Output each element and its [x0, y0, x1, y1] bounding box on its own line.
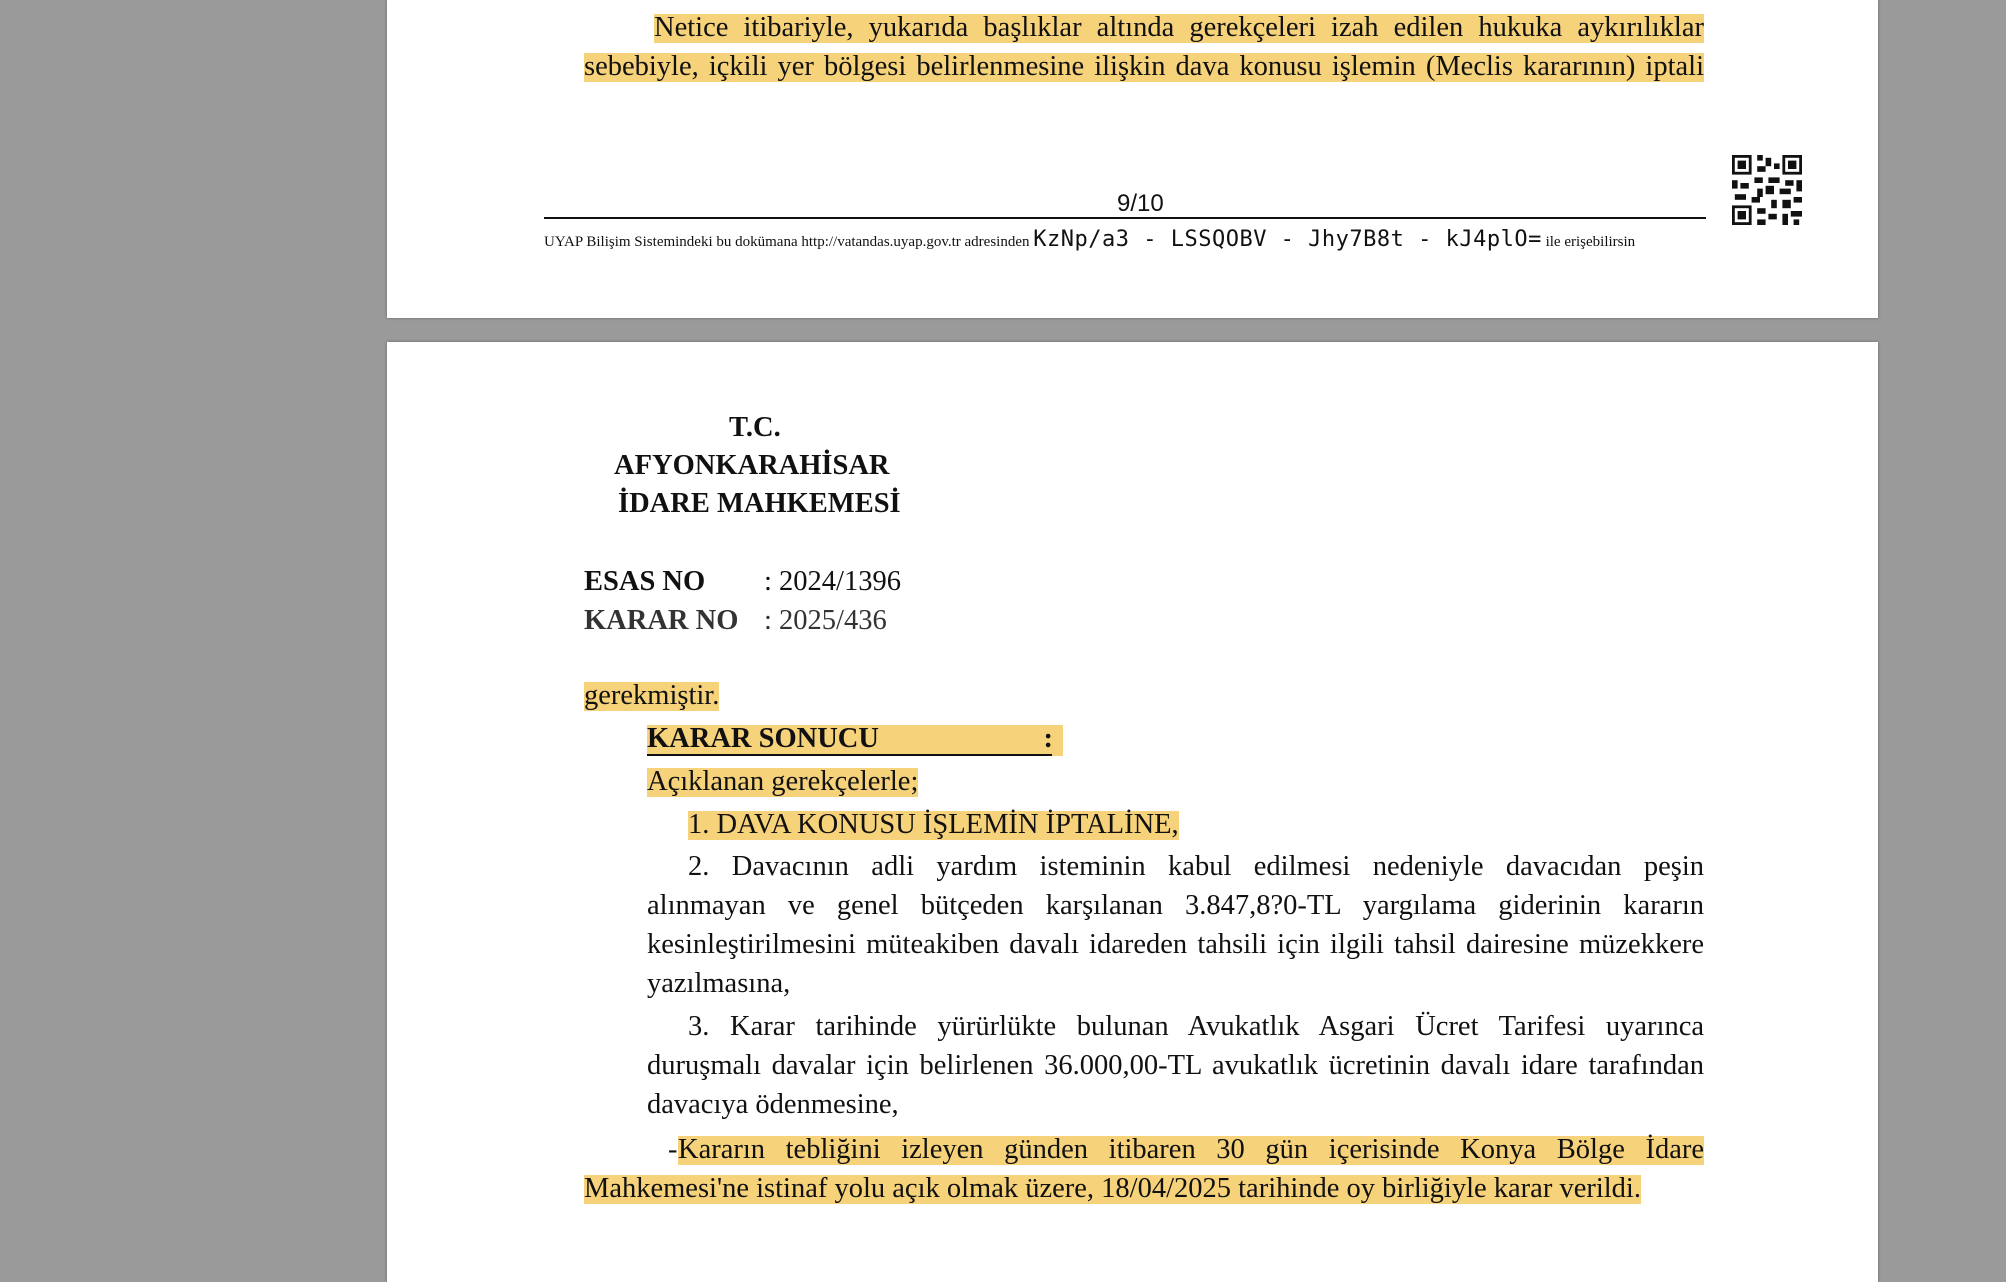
karar-sonucu-colon: : — [1043, 723, 1053, 754]
ruling-item-1: 1. DAVA KONUSU İŞLEMİN İPTALİNE, — [688, 809, 1179, 840]
karar-no-value: : 2025/436 — [764, 605, 887, 636]
footer-prefix: UYAP Bilişim Sistemindeki bu dokümana http://vatandas.uyap.gov.tr adresinden — [544, 234, 1030, 250]
paragraph-continuation: gerekmiştir. — [584, 680, 720, 711]
ruling-item-2-line: alınmayan ve genel bütçeden karşılanan 3.847,8?0-TL yargılama giderinin kararın — [647, 890, 1704, 921]
karar-sonucu-underline — [647, 725, 1052, 756]
ruling-item-2-line: yazılmasına, — [647, 968, 791, 999]
esas-no-value: : 2024/1396 — [764, 566, 901, 597]
court-header-tc: T.C. — [729, 412, 781, 443]
ruling-item-3-line: davacıya ödenmesine, — [647, 1089, 899, 1120]
court-header-city: AFYONKARAHİSAR — [614, 450, 890, 481]
final-dash: - — [668, 1134, 678, 1165]
document-page-9 — [387, 0, 1878, 318]
esas-no-label: ESAS NO — [584, 566, 706, 597]
final-paragraph-line: Mahkemesi'ne istinaf yolu açık olmak üzere, 18/04/2025 tarihinde oy birliğiyle karar verildi. — [584, 1173, 1641, 1204]
ruling-item-2-line: kesinleştirilmesini müteakiben davalı idareden tahsili için ilgili tahsil dairesine müzekkere — [647, 929, 1704, 960]
footer-divider — [544, 217, 1706, 219]
final-paragraph-line: Kararın tebliğini izleyen günden itibaren 30 gün içerisinde Konya Bölge İdare — [678, 1134, 1704, 1165]
qr-code-icon — [1732, 155, 1802, 225]
page-number: 9/10 — [1117, 190, 1164, 217]
paragraph-line: sebebiyle, içkili yer bölgesi belirlenmesine ilişkin dava konusu işlemin (Meclis kararının) iptali — [584, 51, 1704, 82]
ruling-item-3-line: 3. Karar tarihinde yürürlükte bulunan Avukatlık Asgari Ücret Tarifesi uyarınca — [688, 1011, 1704, 1042]
karar-sonucu-heading — [647, 725, 1063, 756]
paragraph-line: Netice itibariyle, yukarıda başlıklar altında gerekçeleri izah edilen hukuka aykırılıklar — [654, 12, 1704, 43]
footer-suffix: ile erişebilirsin — [1545, 234, 1636, 250]
karar-no-label: KARAR NO — [584, 605, 739, 636]
ruling-item-2-line: 2. Davacının adli yardım isteminin kabul edilmesi nedeniyle davacıdan peşin — [688, 851, 1704, 882]
document-page-10 — [387, 342, 1878, 1282]
verification-code: KzNp/a3 - LSSQOBV - Jhy7B8t - kJ4plO= — [1033, 227, 1542, 252]
ruling-item-3-line: duruşmalı davalar için belirlenen 36.000,00-TL avukatlık ücretinin davalı idare tarafından — [647, 1050, 1704, 1081]
court-header-name: İDARE MAHKEMESİ — [618, 488, 901, 519]
karar-sonucu-label: KARAR SONUCU — [647, 723, 879, 754]
intro-line: Açıklanan gerekçelerle; — [647, 766, 919, 797]
footer-verification — [544, 227, 1635, 252]
